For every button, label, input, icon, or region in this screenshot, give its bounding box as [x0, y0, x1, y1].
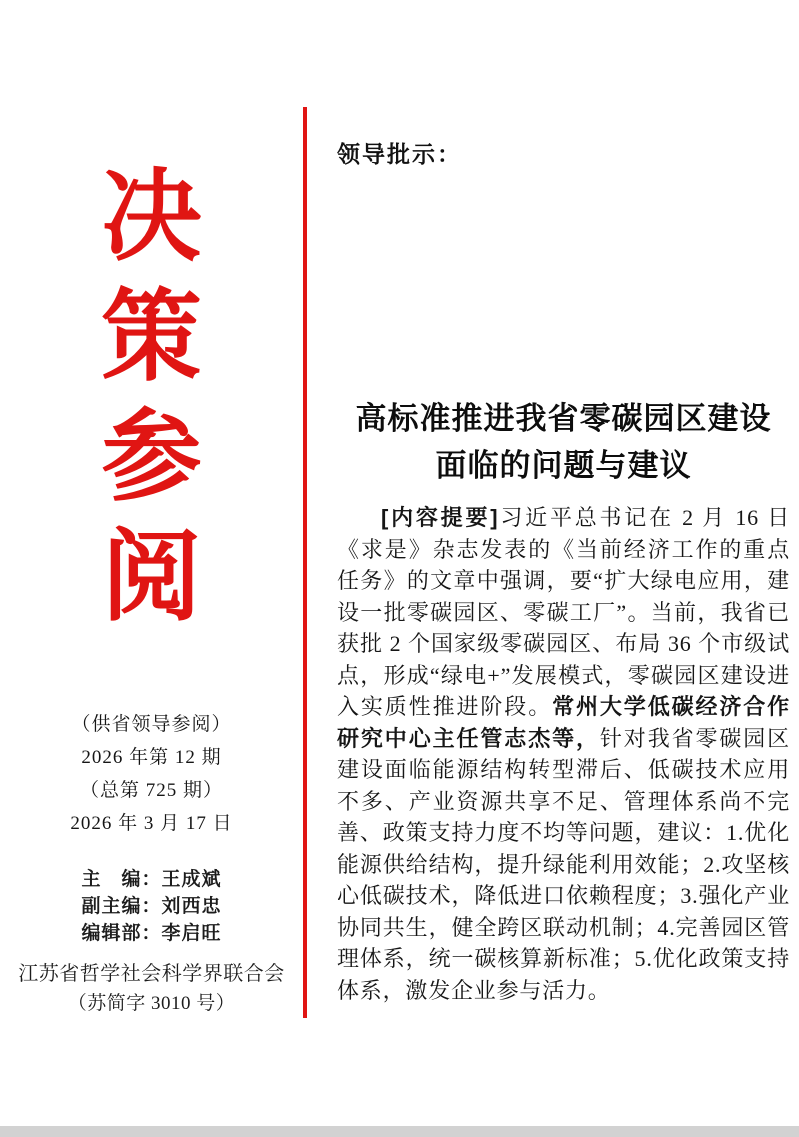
publisher-info: [0, 960, 303, 1018]
issue-date: 2026 年 3 月 17 日: [70, 813, 233, 834]
abstract-paragraph: [337, 502, 790, 1006]
issue-total-number: （总第 725 期）: [79, 780, 223, 801]
article-title-line2: 面临的问题与建议: [435, 448, 692, 483]
staff-row-chief-editor: 主 编：王成斌: [81, 869, 222, 890]
red-divider-line: [303, 107, 307, 1018]
abstract-text-part1: 习近平总书记在 2 月 16 日《求是》杂志发表的《当前经济工作的重点任务》的文章中强调，要“扩大绿电应用，建设一批零碳园区、零碳工厂”。当前，我省已获批 2 个国家级零碳园区、布局 36 个市级试点，形成“绿电+”发展模式，零碳园区建设进入实质性推进阶段。: [337, 505, 790, 719]
publisher-name: 江苏省哲学社会科学界联合会: [18, 963, 285, 985]
masthead-title: [0, 158, 303, 638]
issue-info: [0, 708, 303, 840]
editorial-staff: [0, 866, 303, 947]
editorial-staff-list: [81, 866, 221, 947]
page-bottom-edge: [0, 1126, 799, 1137]
readership-note: （供省领导参阅）: [71, 714, 232, 735]
masthead-char: 阅: [101, 522, 202, 633]
staff-row-editorial-dept: 编辑部：李启旺: [81, 923, 222, 944]
masthead-char: 参: [101, 402, 202, 513]
article-title: [337, 395, 790, 489]
content-column: [337, 0, 790, 1006]
leader-comments-label: 领导批示：: [337, 141, 462, 167]
staff-row-deputy-editor: 副主编：刘西忠: [81, 896, 222, 917]
masthead-char: 策: [101, 282, 202, 393]
publisher-license-number: （苏简字 3010 号）: [67, 993, 236, 1014]
article-title-line1: 高标准推进我省零碳园区建设: [355, 401, 772, 436]
abstract-author-bold: 常州大学低碳经济合作研究中心主任管志杰等，: [337, 694, 790, 751]
issue-number: 2026 年第 12 期: [81, 747, 222, 768]
masthead-column: [0, 0, 303, 1137]
abstract-label: [内容提要]: [381, 505, 499, 530]
masthead-char: 决: [101, 162, 202, 273]
abstract-text-part2: 针对我省零碳园区建设面临能源结构转型滞后、低碳技术应用不多、产业资源共享不足、管理体系尚不完善、政策支持力度不均等问题，建议：1.优化能源供给结构，提升绿能利用效能；2.攻坚核心低碳技术，降低进口依赖程度；3.强化产业协同共生，健全跨区联动机制；4.完善园区管理体系，统一碳核算新标准；5.优化政策支持体系，激发企业参与活力。: [337, 725, 790, 1003]
